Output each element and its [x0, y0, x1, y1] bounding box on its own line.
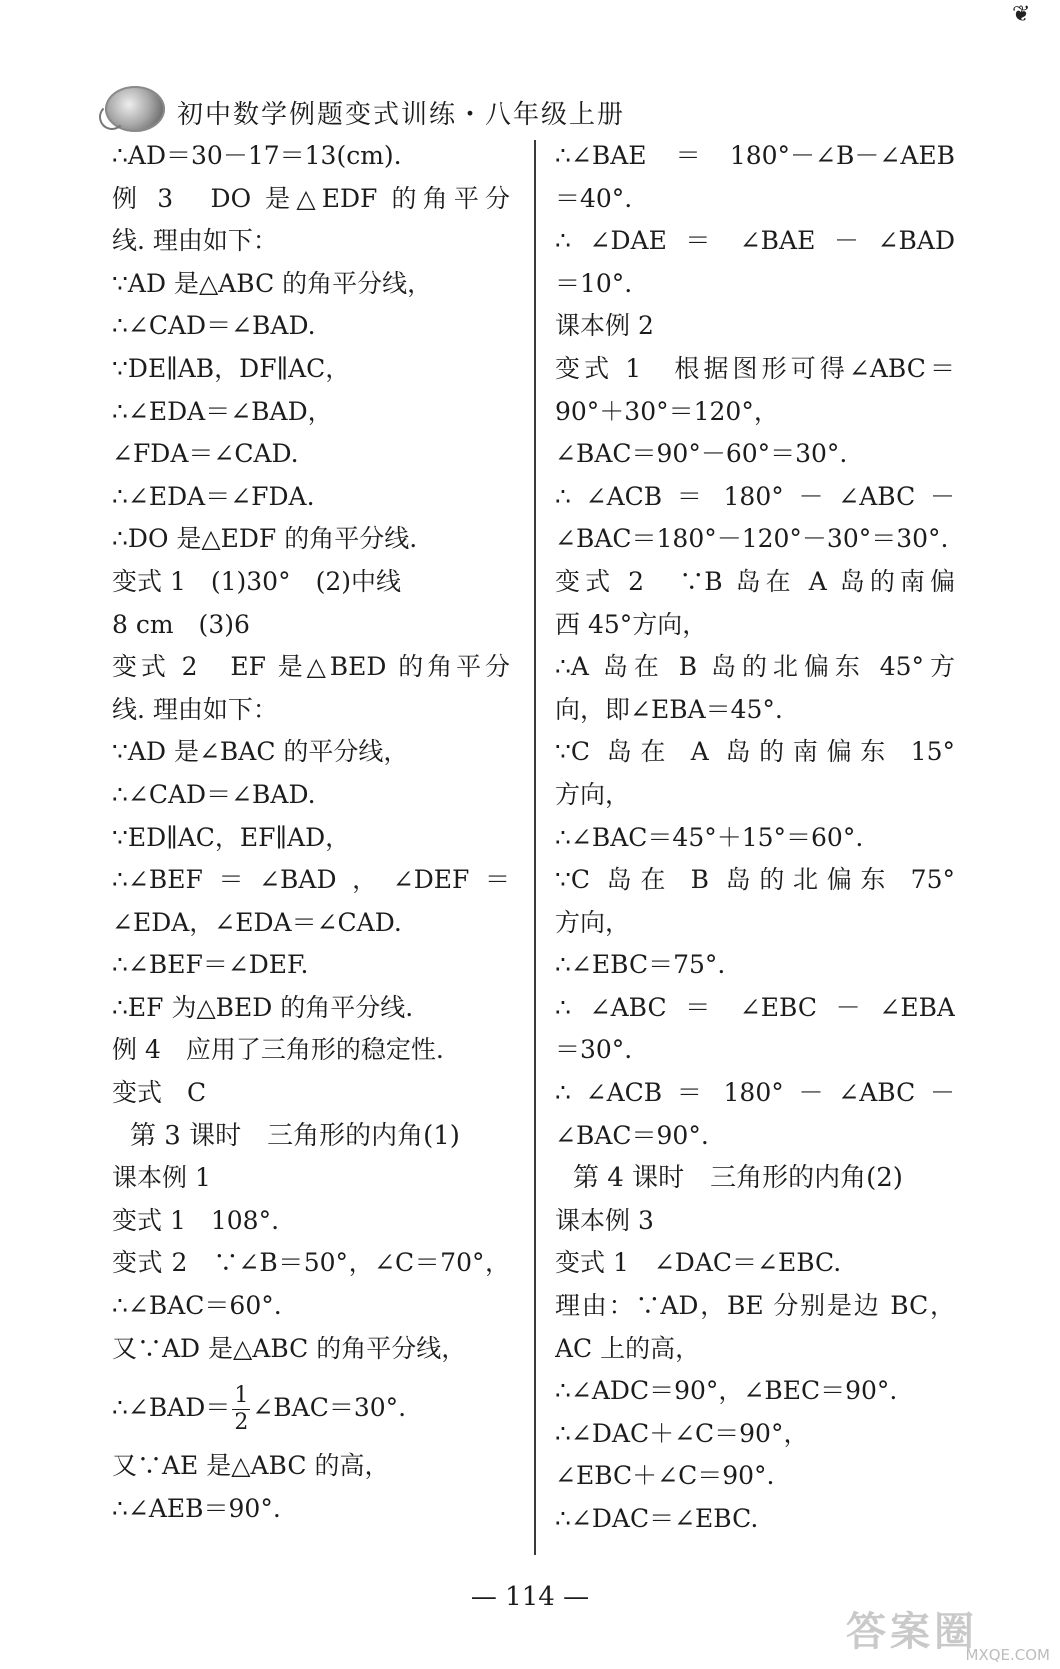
text-line: ∴∠EBC＝75°. — [555, 950, 726, 980]
text-line: ∴ ∠ABC ＝ ∠EBC － ∠EBA — [555, 992, 955, 1022]
text-line: ∴∠AEB＝90°. — [112, 1493, 281, 1523]
text-segment: ∴∠BAD＝ — [112, 1393, 231, 1423]
fraction-denominator: 2 — [234, 1410, 249, 1436]
text-line: ∴∠DAC＝∠EBC. — [555, 1504, 759, 1533]
text-line: ∠EBC＋∠C＝90°. — [555, 1461, 775, 1491]
text-line: 课本例 3 — [555, 1205, 654, 1235]
watermark — [842, 1600, 1052, 1664]
text-line: ＝10°. — [555, 268, 633, 298]
text-line: ∵AD 是△ABC 的角平分线， — [112, 268, 433, 298]
text-line: ∵C 岛在 A 岛的南偏东 15° — [555, 737, 955, 767]
text-line: 变式 1 根据图形可得∠ABC＝ — [555, 353, 955, 383]
text-line: ∠BAC＝90°. — [555, 1120, 709, 1150]
text-line: ∵C 岛在 B 岛的北偏东 75° — [555, 865, 955, 895]
text-line — [112, 1370, 510, 1445]
text-line: ∴∠ADC＝90°，∠BEC＝90°. — [555, 1376, 898, 1406]
text-line: 变式 1 108°. — [112, 1205, 280, 1235]
left-column — [112, 135, 510, 1530]
text-line: 8 cm (3)6 — [112, 609, 250, 639]
text-line: ∴∠DAC＋∠C＝90°， — [555, 1418, 809, 1448]
text-line: 线. 理由如下： — [112, 226, 278, 256]
text-line: ∴ ∠DAE ＝ ∠BAE － ∠BAD — [555, 226, 955, 256]
text-line: 课本例 1 — [112, 1163, 211, 1193]
text-line: ∴∠BEF＝∠DEF. — [112, 950, 309, 980]
corner-ornament-icon: ❦ — [1012, 2, 1031, 27]
header-title: 初中数学例题变式训练・八年级上册 — [177, 100, 626, 130]
text-line: ∴∠BAE＝180°－∠B－∠AEB — [555, 141, 955, 170]
right-column — [555, 135, 955, 1541]
text-line: ∴∠BAC＝45°＋15°＝60°. — [555, 822, 864, 852]
text-line: 变式 C — [112, 1078, 207, 1108]
text-line: ∵DE∥AB，DF∥AC， — [112, 353, 351, 383]
text-line: ∠EDA，∠EDA＝∠CAD. — [112, 907, 402, 937]
book-logo-icon — [105, 86, 165, 132]
text-line: 西 45°方向， — [555, 609, 708, 639]
fraction — [232, 1385, 250, 1434]
text-line: ∠BAC＝180°－120°－30°＝30°. — [555, 524, 949, 554]
watermark-logo: 答案圈 — [846, 1609, 978, 1655]
text-line: 例 3 DO 是△EDF 的角平分 — [112, 183, 510, 213]
text-line: ∴∠BEF＝∠BAD，∠DEF＝ — [112, 865, 510, 895]
text-line: 变式 2 EF 是△BED 的角平分 — [112, 652, 510, 682]
text-line: ∴AD＝30－17＝13(cm). — [112, 141, 402, 170]
text-line: 线. 理由如下： — [112, 694, 278, 724]
text-segment: ∠BAC＝30°. — [252, 1393, 407, 1423]
text-line: ∠BAC＝90°－60°＝30°. — [555, 439, 848, 469]
text-line: 方向， — [555, 907, 631, 937]
text-line: 变式 2 ∵∠B＝50°，∠C＝70°， — [112, 1248, 510, 1278]
text-line: ∵ED∥AC，EF∥AD， — [112, 822, 351, 852]
text-line: 又∵AD 是△ABC 的角平分线， — [112, 1333, 467, 1363]
column-divider — [534, 140, 536, 1555]
text-line: 变式 2 ∵B 岛在 A 岛的南偏 — [555, 566, 955, 596]
text-line: 又∵AE 是△ABC 的高， — [112, 1451, 390, 1481]
text-line: 90°＋30°＝120°， — [555, 396, 779, 426]
section-heading: 第 3 课时 三角形的内角(1) — [130, 1120, 460, 1151]
text-line: ∴EF 为△BED 的角平分线. — [112, 992, 414, 1022]
text-line: 例 4 应用了三角形的稳定性. — [112, 1035, 444, 1065]
fraction-numerator: 1 — [234, 1383, 249, 1409]
text-line: 向，即∠EBA＝45°. — [555, 694, 783, 724]
text-line: ∴∠EDA＝∠BAD， — [112, 396, 333, 426]
text-line: 课本例 2 — [555, 311, 654, 341]
page-header — [105, 80, 705, 140]
text-line: 变式 1 ∠DAC＝∠EBC. — [555, 1248, 842, 1278]
text-line: ∴∠EDA＝∠FDA. — [112, 481, 315, 511]
text-line: AC 上的高， — [555, 1333, 701, 1363]
text-line: ＝40°. — [555, 183, 633, 213]
text-line: ∴∠CAD＝∠BAD. — [112, 779, 316, 809]
section-heading: 第 4 课时 三角形的内角(2) — [573, 1163, 903, 1194]
text-line: ∠FDA＝∠CAD. — [112, 439, 299, 469]
text-line: ∴ ∠ACB ＝ 180° － ∠ABC － — [555, 1078, 955, 1108]
text-line: ∴ ∠ACB ＝ 180° － ∠ABC － — [555, 481, 955, 511]
text-line: 方向， — [555, 779, 631, 809]
text-line: ∴∠CAD＝∠BAD. — [112, 311, 316, 341]
watermark-url: MXQE.COM — [965, 1646, 1050, 1664]
text-line: 变式 1 (1)30° (2)中线 — [112, 566, 401, 596]
text-line: 理由：∵AD，BE 分别是边 BC， — [555, 1291, 955, 1321]
text-line: ∴∠BAC＝60°. — [112, 1291, 282, 1321]
page-number: — 114 — — [470, 1582, 590, 1612]
text-line: ∴DO 是△EDF 的角平分线. — [112, 524, 418, 554]
text-line: ＝30°. — [555, 1035, 633, 1065]
text-line: ∴A 岛在 B 岛的北偏东 45°方 — [555, 652, 955, 682]
text-line: ∵AD 是∠BAC 的平分线， — [112, 737, 409, 767]
